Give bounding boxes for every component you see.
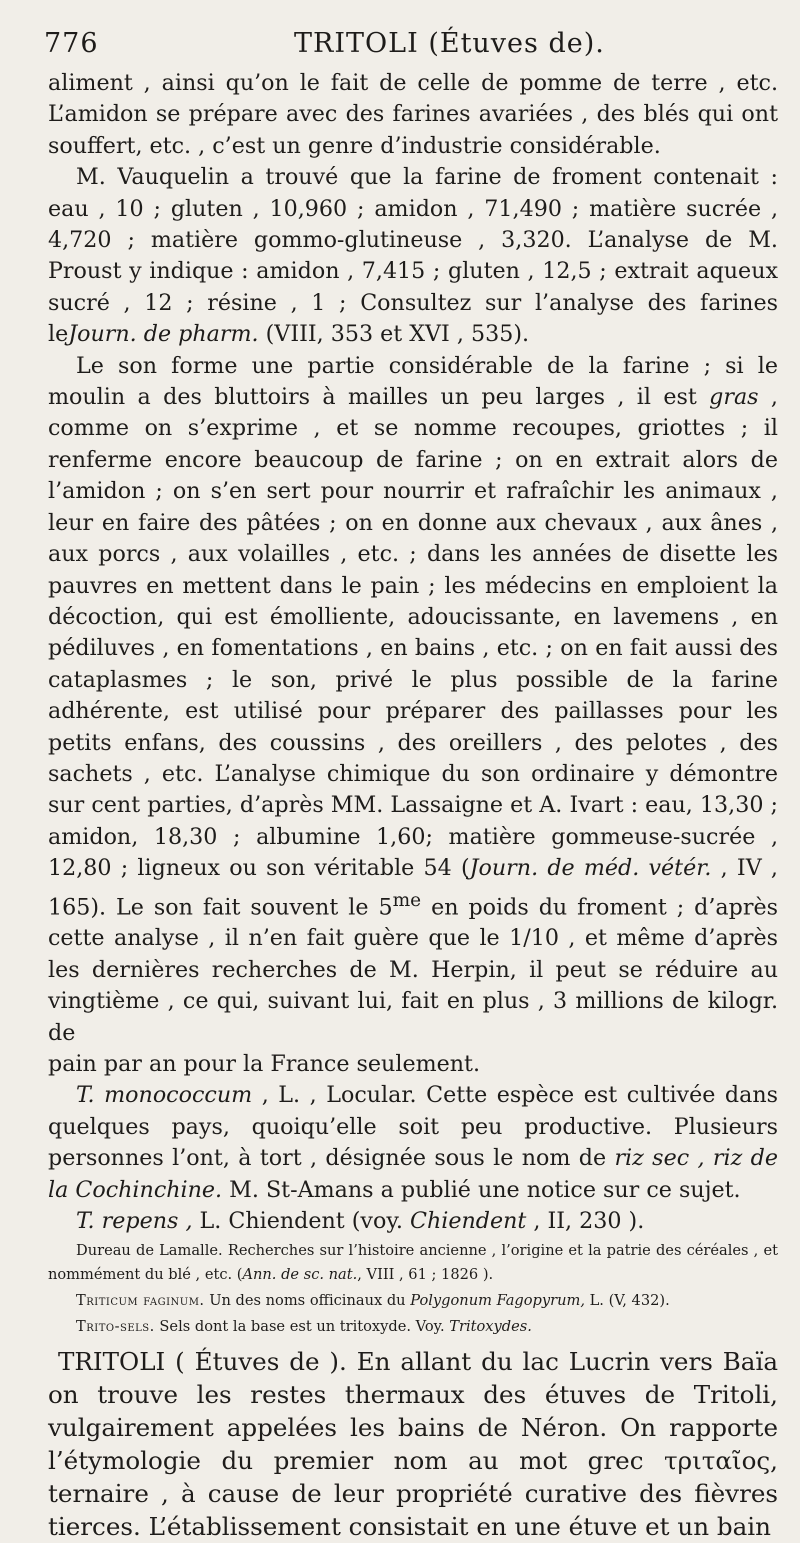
monococcum-text-2: M. St-Amans a publié une notice sur ce sujet. xyxy=(222,1176,741,1203)
paragraph-amidon: aliment , ainsi qu’on le fait de celle de pomme de terre , etc. L’amidon se prépare avec des farines avariées , des blés qui ont souffert, etc. , c’est un genre d’industrie considérable. xyxy=(48,70,778,159)
running-head: TRITOLI (Étuves de). xyxy=(294,28,605,59)
body-text xyxy=(48,68,778,1237)
species-monococcum: T. monococcum xyxy=(76,1082,253,1109)
son-text-3: en poids du froment ; d’après cette analyse , il n’en fait guère que le xyxy=(48,893,778,952)
journal-pharm-title: Journ. de pharm. xyxy=(68,321,259,348)
entry-triticum-faginum xyxy=(48,1289,778,1313)
journal-pharm-ref: (VIII, 353 et XVI , 535). xyxy=(258,321,530,348)
dureau-text-1: Dureau de Lamalle. Recherches sur l’histoire ancienne , l’origine et la patrie des céréales , et nommément du blé , etc. ( xyxy=(48,1242,778,1284)
species-repens: T. repens , xyxy=(76,1208,193,1235)
paragraph-monococcum xyxy=(48,1080,778,1206)
fraction: 1/10 xyxy=(509,925,559,952)
faginum-heading: Triticum faginum. xyxy=(76,1292,205,1310)
tritoli-text-1: TRITOLI ( Étuves de ). En allant du lac Lucrin vers Baïa on trouve les restes thermaux des étuves de Tritoli, vulgairement appelées les bains de Néron. On rapporte l’étymologie du premier nom au mot grec xyxy=(48,1347,778,1476)
paragraph-son-end: pain par an pour la France seulement. xyxy=(48,1050,481,1077)
term-riz-cochinchine: riz de la Cochinchine. xyxy=(48,1145,778,1203)
tritoli-entry xyxy=(48,1345,778,1543)
cross-ref-chiendent: Chiendent xyxy=(410,1208,527,1235)
repens-text-2: , II, 230 ). xyxy=(526,1208,645,1235)
paragraph-vauquelin xyxy=(48,162,778,350)
son-text-1: , comme on s’exprime , et se nomme recoupes, griottes ; il renferme encore beaucoup de farine ; on en extrait alors de l’amidon ; on s’en sert pour nourrir et rafraîchir les animaux , leur en faire des pâtées ; on en donne aux chevaux , aux ânes , aux porcs , aux volailles , etc. ; dans les années de disette les pauvres en mettent dans le pain ; les médecins en emploient la décoction, qui est émolliente, adoucissante, en lavemens , en pédiluves , en fomentations , en bains , etc. ; on en fait aussi des cataplasmes ; le son, privé le plus possible de la farine adhérente, est utilisé pour préparer des paillasses pour les petits enfans, des coussins , des oreillers , des pelotes , des sachets , etc. L’analyse chimique du son ordinaire y démontre sur cent parties, d’après MM. Lassaigne et A. Ivart : eau, 13,30 ; amidon, 18,30 ; albumine 1,60; matière gommeuse-sucrée , 12,80 ; ligneux ou son véritable 54 ( xyxy=(48,384,778,882)
son-text-2: , IV , 165). Le son fait souvent le 5 xyxy=(48,855,778,920)
note-dureau xyxy=(48,1239,778,1287)
term-riz-sec: riz sec , xyxy=(614,1145,705,1172)
tritoli-text-2: , ternaire , à cause de leur propriété curative des fièvres tierces. L’établissement consistait en une étuve et un bain xyxy=(48,1446,778,1542)
paragraph-repens xyxy=(48,1206,778,1237)
sels-ref: Tritoxydes. xyxy=(449,1318,532,1336)
monococcum-text: , L. , Locular. Cette espèce est cultivée dans quelques pays, quoiqu’elle soit peu productive. Plusieurs personnes l’ont, à tort , désignée sous le nom de xyxy=(48,1082,778,1172)
paragraph-tritoli xyxy=(48,1345,778,1543)
repens-text-1: L. Chiendent (voy. xyxy=(192,1208,411,1235)
dureau-text-2: , VIII , 61 ; 1826 ). xyxy=(357,1266,494,1284)
sels-text-1: Sels dont la base est un tritoxyde. Voy. xyxy=(154,1318,450,1336)
term-gras: gras xyxy=(709,384,759,411)
son-text-start: Le son forme une partie considérable de la farine ; si le moulin a des bluttoirs à mailles un peu larges , il est xyxy=(48,352,778,411)
faginum-text-2: L. (V, 432). xyxy=(584,1292,670,1310)
greek-word: τριταῖος xyxy=(664,1446,771,1476)
journal-med-title: Journ. de méd. vétér. xyxy=(469,855,712,882)
entry-trito-sels xyxy=(48,1315,778,1339)
faginum-text-1: Un des noms officinaux du xyxy=(204,1292,411,1310)
paragraph-son xyxy=(48,351,778,1049)
son-text-4: , et même d’après les dernières recherches de M. Herpin, il peut se réduire au vingtième , ce qui, suivant lui, fait en plus , 3 millions de kilogr. de xyxy=(48,925,778,1046)
faginum-plant: Polygonum Fagopyrum, xyxy=(410,1292,585,1310)
vauquelin-text: M. Vauquelin a trouvé que la farine de froment contenait : eau , 10 ; gluten , 10,960 ; amidon , 71,490 ; matière sucrée , 4,720 ; matière gommo-glutineuse , 3,320. L’analyse de M. Proust y indique : amidon , 7,415 ; gluten , 12,5 ; extrait aqueux sucré , 12 ; résine , 1 ; Consultez sur l’analyse des farines le xyxy=(48,164,778,348)
superscript-me: me xyxy=(392,889,422,911)
small-print-notes xyxy=(48,1239,778,1339)
sels-heading: Trito-sels. xyxy=(76,1318,155,1336)
dureau-journal: Ann. de sc. nat. xyxy=(242,1266,358,1284)
page-number: 776 xyxy=(44,28,99,59)
page-header xyxy=(44,28,778,68)
